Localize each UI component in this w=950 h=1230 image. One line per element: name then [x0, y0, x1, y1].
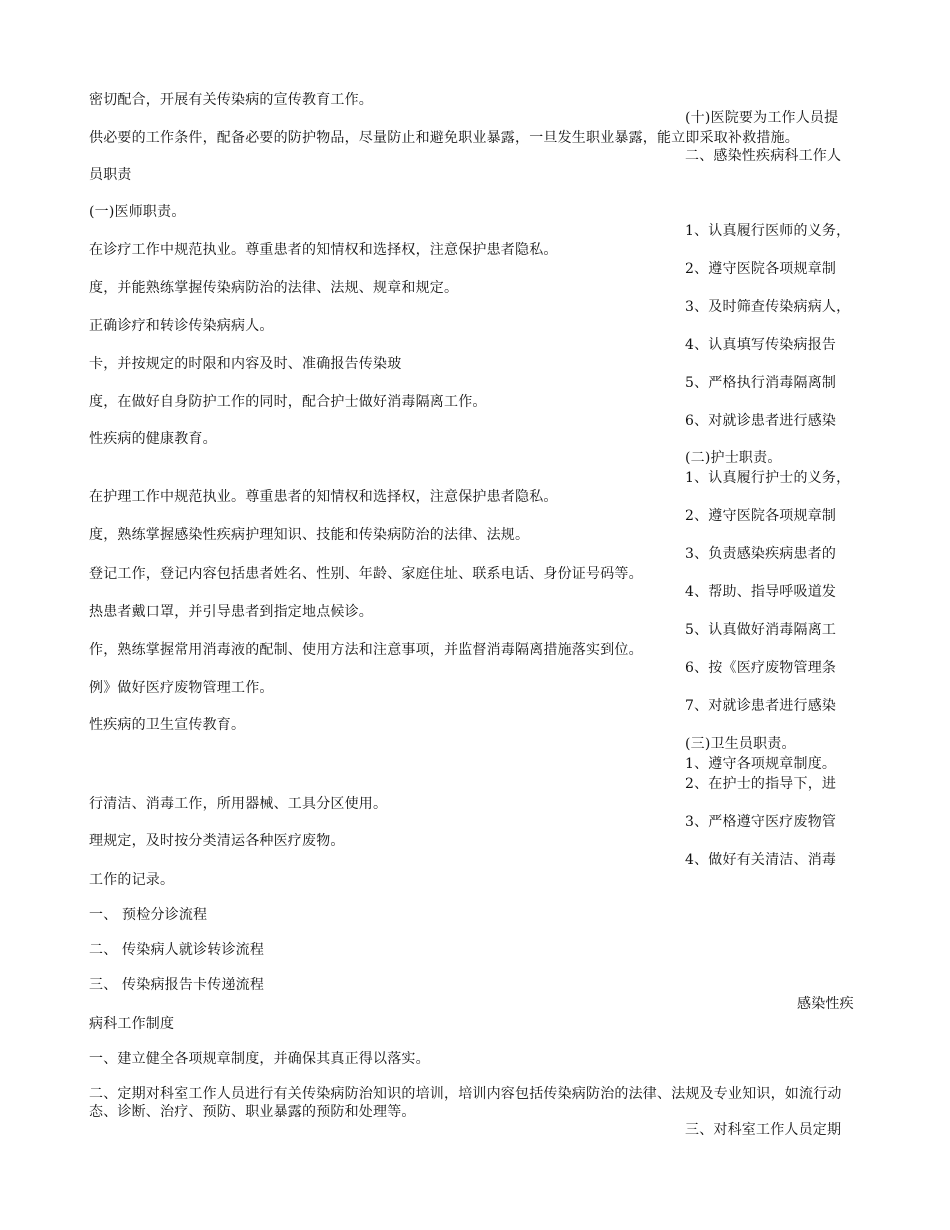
list-item: 2、在护士的指导下，进: [685, 776, 837, 792]
text-line: 在诊疗工作中规范执业。尊重患者的知情权和选择权，注意保护患者隐私。: [89, 242, 558, 258]
paragraph-training: 二、定期对科室工作人员进行有关传染病防治知识的培训，培训内容包括传染病防治的法律、法规及专业知识，如流行动态、诊断、治疗、预防、职业暴露的预防和处理等。: [89, 1086, 842, 1120]
text-line: 性疾病的健康教育。: [89, 431, 217, 447]
text-line: 作，熟练掌握常用消毒液的配制、使用方法和注意事项，并监督消毒隔离措施落实到位。: [89, 642, 643, 658]
text-line: 热患者戴口罩，并引导患者到指定地点候诊。: [89, 604, 373, 620]
list-item: 2、遵守医院各项规章制: [685, 508, 837, 524]
section-heading: (二)护士职责。: [685, 450, 782, 466]
section-heading: 感染性疾: [797, 996, 854, 1012]
list-item: 一、 预检分诊流程: [89, 907, 208, 923]
text-line: 在护理工作中规范执业。尊重患者的知情权和选择权，注意保护患者隐私。: [89, 489, 558, 505]
section-heading: 病科工作制度: [89, 1016, 175, 1032]
list-item: 2、遵守医院各项规章制: [685, 261, 837, 277]
text-line: 卡，并按规定的时限和内容及时、准确报告传染玻: [89, 356, 402, 372]
list-item: 3、严格遵守医疗废物管: [685, 814, 837, 830]
list-item: 1、认真履行护士的义务，: [685, 470, 851, 486]
list-item: 4、认真填写传染病报告: [685, 337, 837, 353]
list-item: 6、对就诊患者进行感染: [685, 413, 837, 429]
text-line: 性疾病的卫生宣传教育。: [89, 717, 246, 733]
list-item: 1、遵守各项规章制度。: [685, 756, 837, 772]
list-item: 6、按《医疗废物管理条: [685, 660, 837, 676]
list-item: 7、对就诊患者进行感染: [685, 698, 837, 714]
text-line: 登记工作，登记内容包括患者姓名、性别、年龄、家庭住址、联系电话、身份证号码等。: [89, 566, 643, 582]
list-item: 3、及时筛查传染病病人，: [685, 299, 851, 315]
text-line: 三、对科室工作人员定期: [685, 1122, 842, 1138]
text-line: 密切配合，开展有关传染病的宣传教育工作。: [89, 92, 373, 108]
list-item: 3、负责感染疾病患者的: [685, 546, 837, 562]
text-line: 例》做好医疗废物管理工作。: [89, 680, 274, 696]
section-heading: (三)卫生员职责。: [685, 736, 796, 752]
list-item: 4、做好有关清洁、消毒: [685, 852, 837, 868]
text-line: 员职责: [89, 167, 132, 183]
text-line: (一)医师职责。: [89, 204, 186, 220]
text-line: 工作的记录。: [89, 872, 175, 888]
list-item: 4、帮助、指导呼吸道发: [685, 584, 837, 600]
text-line: 一、建立健全各项规章制度，并确保其真正得以落实。: [89, 1051, 430, 1067]
list-item: 1、认真履行医师的义务，: [685, 223, 851, 239]
text-line: 行清洁、消毒工作，所用器械、工具分区使用。: [89, 796, 388, 812]
list-item: 三、 传染病报告卡传递流程: [89, 977, 265, 993]
list-item: 5、认真做好消毒隔离工: [685, 622, 837, 638]
text-line: 度，在做好自身防护工作的同时，配合护士做好消毒隔离工作。: [89, 394, 487, 410]
list-item: 二、 传染病人就诊转诊流程: [89, 942, 265, 958]
list-item: 5、严格执行消毒隔离制: [685, 375, 837, 391]
text-line: 供必要的工作条件，配备必要的防护物品，尽量防止和避免职业暴露，一旦发生职业暴露，能立即采取补救措施。: [89, 130, 799, 146]
text-line: 度，熟练掌握感染性疾病护理知识、技能和传染病防治的法律、法规。: [89, 527, 530, 543]
text-line: 二、感染性疾病科工作人: [685, 148, 842, 164]
text-line: 度，并能熟练掌握传染病防治的法律、法规、规章和规定。: [89, 280, 459, 296]
text-line: 正确诊疗和转诊传染病病人。: [89, 318, 274, 334]
text-line: (十)医院要为工作人员提: [685, 110, 839, 126]
text-line: 理规定，及时按分类清运各种医疗废物。: [89, 833, 345, 849]
